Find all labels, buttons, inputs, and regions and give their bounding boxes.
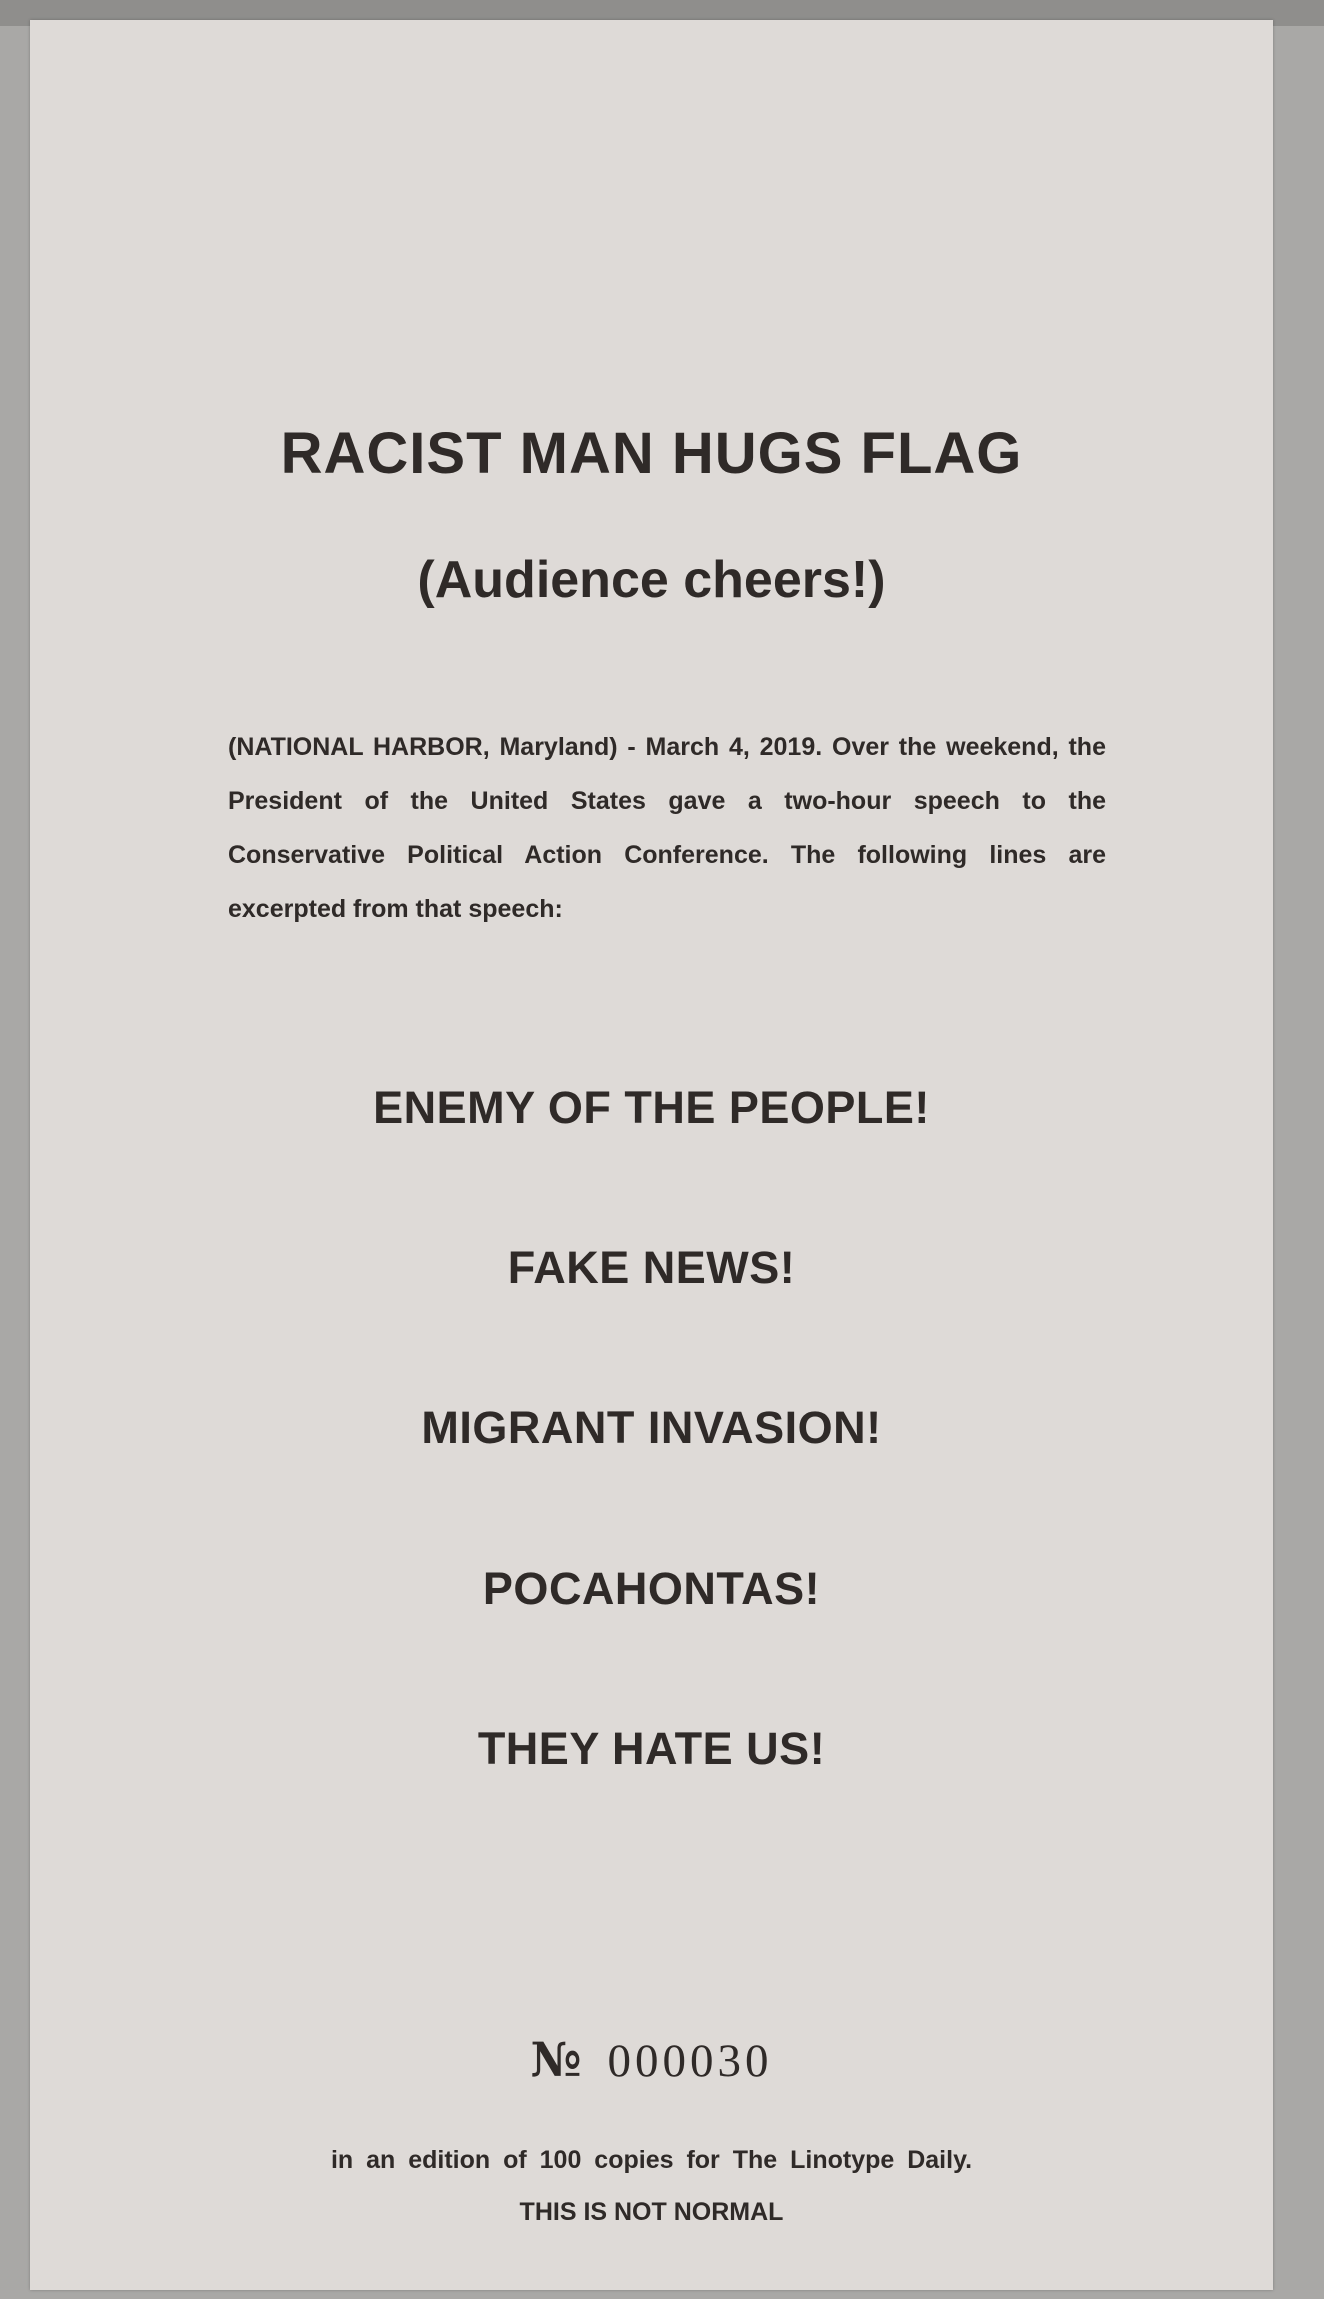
tagline: THIS IS NOT NORMAL [519, 2198, 784, 2226]
subheadline: (Audience cheers!) [417, 551, 886, 609]
excerpt-line: POCAHONTAS! [482, 1563, 821, 1614]
excerpt-line: ENEMY OF THE PEOPLE! [373, 1082, 930, 1133]
excerpt-line: MIGRANT INVASION! [421, 1402, 882, 1453]
copy-number [30, 2033, 1273, 2088]
headline: RACIST MAN HUGS FLAG [280, 421, 1023, 486]
numero-sign: № [530, 2033, 582, 2088]
copy-number-value: 000030 [607, 2035, 773, 2087]
broadside-sheet [30, 20, 1273, 2290]
excerpt-line: FAKE NEWS! [507, 1242, 796, 1293]
edition-note: in an edition of 100 copies for The Linotype Daily. [330, 2146, 973, 2174]
excerpt-line: THEY HATE US! [477, 1723, 826, 1774]
dateline-paragraph: (NATIONAL HARBOR, Maryland) - March 4, 2019. Over the weekend, the President of the United States gave a two-hour speech to the Conservative Political Action Conference. The following lines are excerpted from that speech: [228, 733, 1106, 923]
